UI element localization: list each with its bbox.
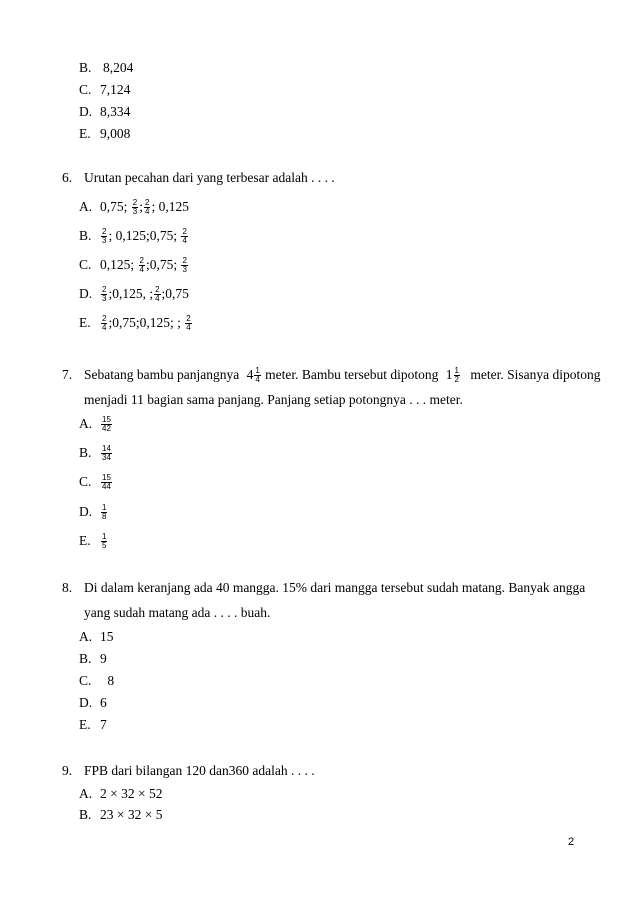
fraction: $\frac{2}{3}$	[182, 256, 187, 275]
q9-option-a: A. 2 × 32 × 52	[79, 786, 163, 801]
q7-option-c: C. $\frac{15}{44}$	[79, 473, 111, 492]
q8-question-line1: 8. Di dalam keranjang ada 40 mangga. 15% dari mangga tersebut sudah matang. Banyak angga	[62, 580, 586, 595]
mixed-fraction: $\frac{1}{4}$	[255, 366, 260, 385]
q6-option-a: A. 0,75; $\frac{2}{3}$ ; $\frac{2}{4}$ ; 0,125	[79, 198, 189, 217]
q7-option-d: D. $\frac{1}{8}$	[79, 503, 107, 522]
q8-question-line2: yang sudah matang ada . . . . buah.	[84, 605, 271, 620]
q9-option-b: B. 23 × 32 × 5	[79, 807, 163, 822]
q5-option-b: B. 8,204	[79, 60, 134, 75]
fraction: $\frac{15}{44}$	[102, 473, 111, 492]
q5-option-c: C. 7,124	[79, 82, 131, 97]
fraction: $\frac{2}{4}$	[155, 285, 160, 304]
fraction: $\frac{2}{4}$	[144, 198, 150, 217]
fraction: $\frac{2}{3}$	[132, 198, 138, 217]
q6-option-e: E. $\frac{2}{4}$ ;0,75;0,125; ; $\frac{2}{4}$	[79, 314, 191, 333]
q8-option-e: E. 7	[79, 717, 107, 732]
q8-option-a: A. 15	[79, 629, 114, 644]
q9-question: 9. FPB dari bilangan 120 dan360 adalah . . . .	[62, 763, 315, 778]
q7-option-a: A. $\frac{15}{42}$	[79, 415, 111, 434]
q8-option-d: D. 6	[79, 695, 107, 710]
q5-option-e: E. 9,008	[79, 126, 131, 141]
page-number: 2	[568, 836, 575, 848]
q6-option-b: B. $\frac{2}{3}$ ; 0,125;0,75; $\frac{2}{4}$	[79, 227, 187, 246]
q8-option-b: B. 9	[79, 651, 107, 666]
fraction: $\frac{14}{34}$	[102, 444, 111, 463]
q7-option-b: B. $\frac{14}{34}$	[79, 444, 111, 463]
q8-option-c: C. 8	[79, 673, 115, 688]
q6-option-d: D. $\frac{2}{3}$ ;0,125, ; $\frac{2}{4}$ ;0,75	[79, 285, 189, 304]
fraction: $\frac{15}{42}$	[102, 415, 111, 434]
q7-option-e: E. $\frac{1}{5}$	[79, 532, 107, 551]
q5-option-d: D. 8,334	[79, 104, 131, 119]
fraction: $\frac{2}{4}$	[186, 314, 191, 333]
mixed-fraction: $\frac{1}{2}$	[454, 366, 459, 385]
q6-question: 6. Urutan pecahan dari yang terbesar adalah . . . .	[62, 170, 335, 185]
fraction: $\frac{2}{4}$	[102, 314, 107, 333]
fraction: $\frac{2}{4}$	[182, 227, 187, 246]
fraction: $\frac{1}{5}$	[102, 532, 107, 551]
fraction: $\frac{2}{4}$	[139, 256, 144, 275]
q7-question-line2: menjadi 11 bagian sama panjang. Panjang setiap potongnya . . . meter.	[84, 392, 463, 407]
q7-question-line1: 7. Sebatang bambu panjangnya 4 $\frac{1}{4}$ meter. Bambu tersebut dipotong 1 $\frac{1}{2}$ meter. Sisanya dipotong	[62, 366, 601, 385]
fraction: $\frac{2}{3}$	[102, 227, 107, 246]
fraction: $\frac{2}{3}$	[102, 285, 107, 304]
fraction: $\frac{1}{8}$	[102, 503, 107, 522]
q6-option-c: C. 0,125; $\frac{2}{4}$ ;0,75; $\frac{2}{3}$	[79, 256, 187, 275]
